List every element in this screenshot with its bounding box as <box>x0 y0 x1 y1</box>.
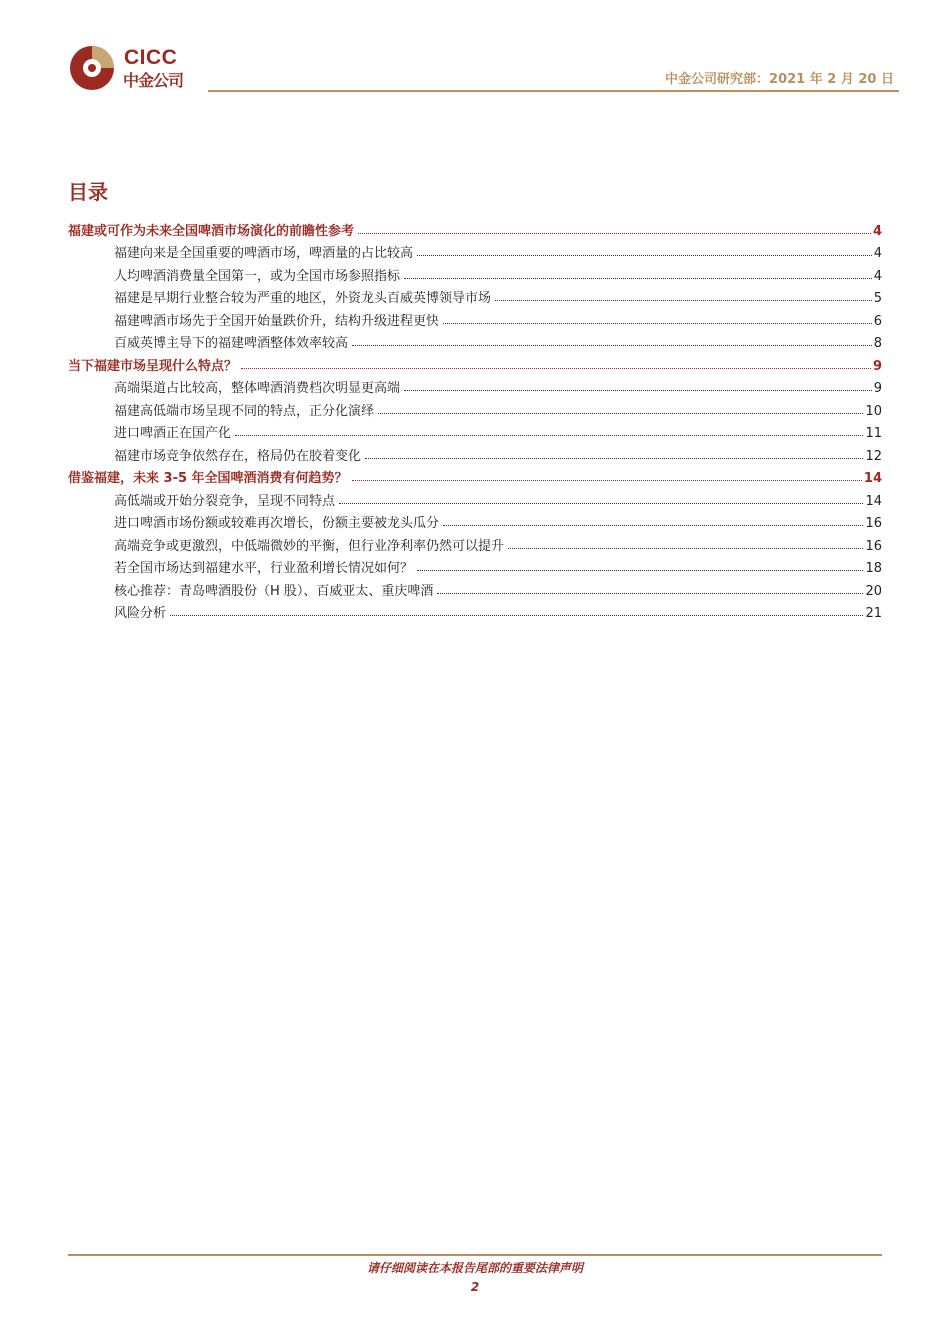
toc-dot-leader <box>443 323 872 324</box>
toc-entry-page: 8 <box>873 336 882 351</box>
page-number: 2 <box>470 1280 480 1294</box>
toc-subsection-link[interactable] <box>68 374 882 397</box>
toc-entry-page: 10 <box>865 403 882 419</box>
toc-subsection-link[interactable] <box>68 284 882 307</box>
toc-entry-page: 16 <box>865 538 882 554</box>
toc-subsection-link[interactable] <box>68 599 882 622</box>
toc-entry-label: 核心推荐：青岛啤酒股份（H 股）、百威亚太、重庆啤酒 <box>114 580 435 599</box>
toc-subsection-link[interactable] <box>68 306 882 329</box>
toc-entry-label: 福建或可作为未来全国啤酒市场演化的前瞻性参考 <box>68 220 356 239</box>
toc-entry-page: 4 <box>873 268 882 284</box>
cicc-logo <box>68 44 198 94</box>
toc-dot-leader <box>443 525 863 526</box>
toc-entry-label: 福建向来是全国重要的啤酒市场，啤酒量的占比较高 <box>114 242 415 261</box>
toc-subsection-link[interactable] <box>68 486 882 509</box>
toc-entry-page: 6 <box>873 313 882 329</box>
toc-entry-page: 11 <box>865 426 882 441</box>
toc-entry-page: 4 <box>872 223 882 239</box>
toc-entry-page: 20 <box>865 583 882 599</box>
table-of-contents <box>68 216 882 621</box>
toc-entry-label: 借鉴福建，未来 3-5 年全国啤酒消费有何趋势？ <box>68 467 350 486</box>
toc-entry-label: 高端竞争或更激烈，中低端微妙的平衡，但行业净利率仍然可以提升 <box>114 535 506 554</box>
toc-dot-leader <box>365 458 863 459</box>
toc-entry-label: 进口啤酒正在国产化 <box>114 422 233 441</box>
toc-entry-label: 福建市场竞争依然存在，格局仍在胶着变化 <box>114 445 363 464</box>
toc-entry-page: 18 <box>865 561 882 576</box>
toc-section-link[interactable] <box>68 216 882 239</box>
toc-entry-page: 14 <box>863 471 882 486</box>
toc-section-link[interactable] <box>68 351 882 374</box>
toc-dot-leader <box>417 570 863 571</box>
toc-dot-leader <box>339 503 863 504</box>
toc-entry-label: 福建高低端市场呈现不同的特点，正分化演绎 <box>114 400 376 419</box>
toc-dot-leader <box>417 255 872 256</box>
toc-entry-label: 人均啤酒消费量全国第一，或为全国市场参照指标 <box>114 265 402 284</box>
toc-dot-leader <box>241 368 871 369</box>
toc-subsection-link[interactable] <box>68 419 882 442</box>
toc-dot-leader <box>495 300 872 301</box>
cicc-logo-icon <box>68 44 116 92</box>
toc-title: 目录 <box>68 180 108 204</box>
toc-entry-label: 福建是早期行业整合较为严重的地区，外资龙头百威英博领导市场 <box>114 287 493 306</box>
toc-dot-leader <box>170 615 863 616</box>
toc-dot-leader <box>235 435 863 436</box>
toc-dot-leader <box>404 390 872 391</box>
toc-entry-label: 风险分析 <box>114 602 168 621</box>
footer-divider <box>68 1254 882 1256</box>
toc-section-link[interactable] <box>68 464 882 487</box>
toc-entry-label: 若全国市场达到福建水平，行业盈利增长情况如何？ <box>114 557 415 576</box>
toc-entry-label: 福建啤酒市场先于全国开始量跌价升，结构升级进程更快 <box>114 310 441 329</box>
toc-subsection-link[interactable] <box>68 329 882 352</box>
toc-entry-page: 5 <box>873 291 882 306</box>
toc-entry-page: 12 <box>865 448 882 464</box>
toc-subsection-link[interactable] <box>68 576 882 599</box>
toc-subsection-link[interactable] <box>68 554 882 577</box>
toc-entry-page: 9 <box>872 358 882 374</box>
toc-entry-label: 进口啤酒市场份额或较难再次增长，份额主要被龙头瓜分 <box>114 512 441 531</box>
toc-subsection-link[interactable] <box>68 396 882 419</box>
toc-entry-page: 16 <box>865 516 882 531</box>
toc-entry-label: 百威英博主导下的福建啤酒整体效率较高 <box>114 332 350 351</box>
logo-text-cn: 中金公司 <box>123 71 184 90</box>
toc-subsection-link[interactable] <box>68 239 882 262</box>
toc-subsection-link[interactable] <box>68 531 882 554</box>
toc-entry-page: 21 <box>865 606 882 621</box>
header-divider <box>208 90 899 92</box>
toc-entry-page: 14 <box>865 493 882 509</box>
legal-notice: 请仔细阅读在本报告尾部的重要法律声明 <box>366 1261 583 1275</box>
toc-subsection-link[interactable] <box>68 509 882 532</box>
report-date: 中金公司研究部：2021 年 2 月 20 日 <box>665 72 894 87</box>
toc-dot-leader <box>358 233 871 234</box>
toc-entry-page: 9 <box>873 381 882 396</box>
toc-dot-leader <box>378 413 863 414</box>
toc-dot-leader <box>352 480 862 481</box>
toc-entry-page: 4 <box>873 246 882 261</box>
toc-entry-label: 高低端或开始分裂竞争，呈现不同特点 <box>114 490 337 509</box>
logo-text-en: CICC <box>124 46 178 69</box>
toc-subsection-link[interactable] <box>68 441 882 464</box>
toc-entry-label: 当下福建市场呈现什么特点？ <box>68 355 239 374</box>
toc-dot-leader <box>437 593 863 594</box>
toc-dot-leader <box>352 345 872 346</box>
page-header <box>0 0 950 100</box>
toc-dot-leader <box>404 278 872 279</box>
toc-dot-leader <box>508 548 863 549</box>
toc-subsection-link[interactable] <box>68 261 882 284</box>
toc-entry-label: 高端渠道占比较高，整体啤酒消费档次明显更高端 <box>114 377 402 396</box>
